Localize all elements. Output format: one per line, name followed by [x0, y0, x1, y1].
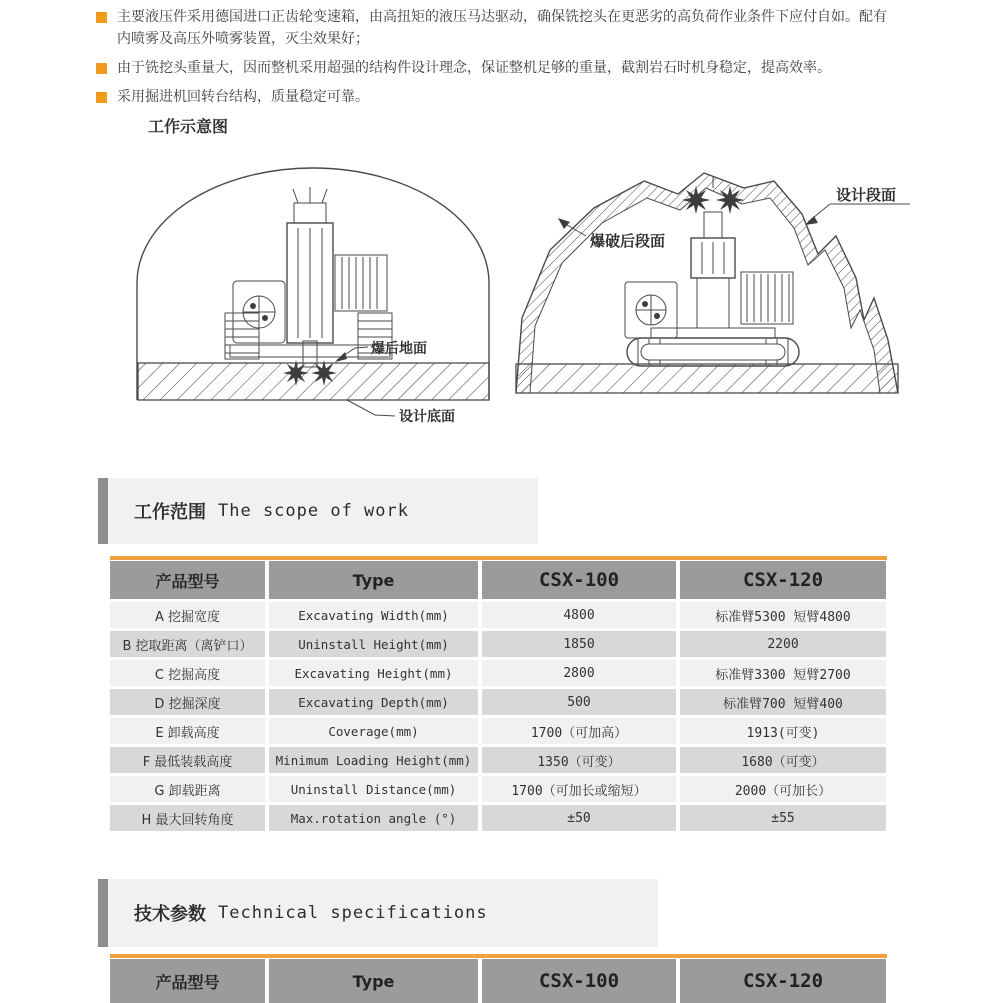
table-cell: B 挖取距离（离铲口） [110, 631, 265, 657]
table-cell: Excavating Depth(mm) [269, 689, 478, 715]
table-accent-line [110, 556, 887, 560]
table-cell: A 挖掘宽度 [110, 602, 265, 628]
table-header-product-model: 产品型号 [110, 561, 265, 599]
table-cell: ±55 [680, 805, 886, 831]
label-design-section: 设计段面 [836, 186, 897, 204]
bullet-square-icon [96, 12, 107, 23]
section-title-en: Technical specifications [218, 903, 488, 923]
table-header-type: Type [269, 959, 478, 1003]
table-cell: ±50 [482, 805, 676, 831]
table-cell: H 最大回转角度 [110, 805, 265, 831]
scope-of-work-table [110, 556, 887, 831]
cutting-head-icon [311, 360, 337, 386]
table-cell: G 卸载距离 [110, 776, 265, 802]
table-cell: 标准臂3300 短臂2700 [680, 660, 886, 686]
table-header-type: Type [269, 561, 478, 599]
table-cell: 标准臂700 短臂400 [680, 689, 886, 715]
section-marker-bar [98, 879, 108, 947]
feature-bullet-list [96, 6, 896, 115]
arrowhead-icon [805, 216, 818, 225]
table-cell: Excavating Width(mm) [269, 602, 478, 628]
cutting-head-icon [716, 186, 745, 215]
table-header-csx120: CSX-120 [680, 959, 886, 1003]
section-header-technical-specifications [98, 879, 658, 947]
section-title-zh: 技术参数 [134, 904, 206, 925]
table-cell: Excavating Height(mm) [269, 660, 478, 686]
cutting-head-icon [682, 186, 711, 215]
table-cell: 2000（可加长） [680, 776, 886, 802]
table-cell: Coverage(mm) [269, 718, 478, 744]
table-cell: 4800 [482, 602, 676, 628]
table-cell: 1913(可变) [680, 718, 886, 744]
table-cell: 2200 [680, 631, 886, 657]
table-cell: 1680（可变） [680, 747, 886, 773]
table-cell: 1350（可变） [482, 747, 676, 773]
floor-hatch-band [138, 363, 489, 400]
bullet-square-icon [96, 92, 107, 103]
table-cell: Uninstall Height(mm) [269, 631, 478, 657]
bullet-square-icon [96, 63, 107, 74]
leader-line [347, 400, 395, 416]
table-cell: D 挖掘深度 [110, 689, 265, 715]
bullet-item [96, 86, 896, 108]
technical-specifications-table [110, 954, 887, 1003]
label-blasted-section: 爆破后段面 [590, 232, 666, 250]
floor-hatch-band [516, 364, 898, 393]
section-header-scope-of-work [98, 478, 538, 544]
table-cell: 1700（可加长或缩短） [482, 776, 676, 802]
table-cell: 500 [482, 689, 676, 715]
table-cell: F 最低装载高度 [110, 747, 265, 773]
section-title-en: The scope of work [218, 501, 409, 521]
milling-excavator-side-view [625, 176, 799, 366]
bullet-item [96, 57, 896, 79]
section-title-zh: 工作范围 [134, 502, 206, 523]
bullet-text: 采用掘进机回转台结构，质量稳定可靠。 [117, 89, 369, 105]
bullet-text: 主要液压件采用德国进口正齿轮变速箱，由高扭矩的液压马达驱动，确保铣挖头在更恶劣的高负荷作业条件下应付自如。配有内喷雾及高压外喷雾装置，灭尘效果好； [117, 9, 887, 47]
bullet-text: 由于铣挖头重量大，因而整机采用超强的结构件设计理念，保证整机足够的重量，截割岩石时机身稳定，提高效率。 [117, 60, 831, 76]
table-cell: 2800 [482, 660, 676, 686]
milling-excavator-front-view [225, 187, 392, 386]
table-header-csx120: CSX-120 [680, 561, 886, 599]
table-header-csx100: CSX-100 [482, 959, 676, 1003]
label-blasted-ground: 爆后地面 [371, 341, 427, 357]
bullet-item [96, 6, 896, 50]
table-cell: 标准臂5300 短臂4800 [680, 602, 886, 628]
table-cell: 1850 [482, 631, 676, 657]
table-cell: 1700（可加高） [482, 718, 676, 744]
table-cell: E 卸载高度 [110, 718, 265, 744]
section-marker-bar [98, 478, 108, 544]
diagram-section-title: 工作示意图 [148, 117, 229, 136]
table-cell: C 挖掘高度 [110, 660, 265, 686]
arrowhead-icon [558, 218, 570, 229]
table-header-product-model: 产品型号 [110, 959, 265, 1003]
table-cell: Uninstall Distance(mm) [269, 776, 478, 802]
tunnel-diagram-right [508, 168, 913, 403]
table-cell: Minimum Loading Height(mm) [269, 747, 478, 773]
label-design-bottom: 设计底面 [399, 409, 455, 425]
cutting-head-icon [283, 360, 309, 386]
table-cell: Max.rotation angle (°) [269, 805, 478, 831]
tunnel-diagram-left [125, 163, 505, 433]
table-header-csx100: CSX-100 [482, 561, 676, 599]
table-accent-line [110, 954, 887, 958]
